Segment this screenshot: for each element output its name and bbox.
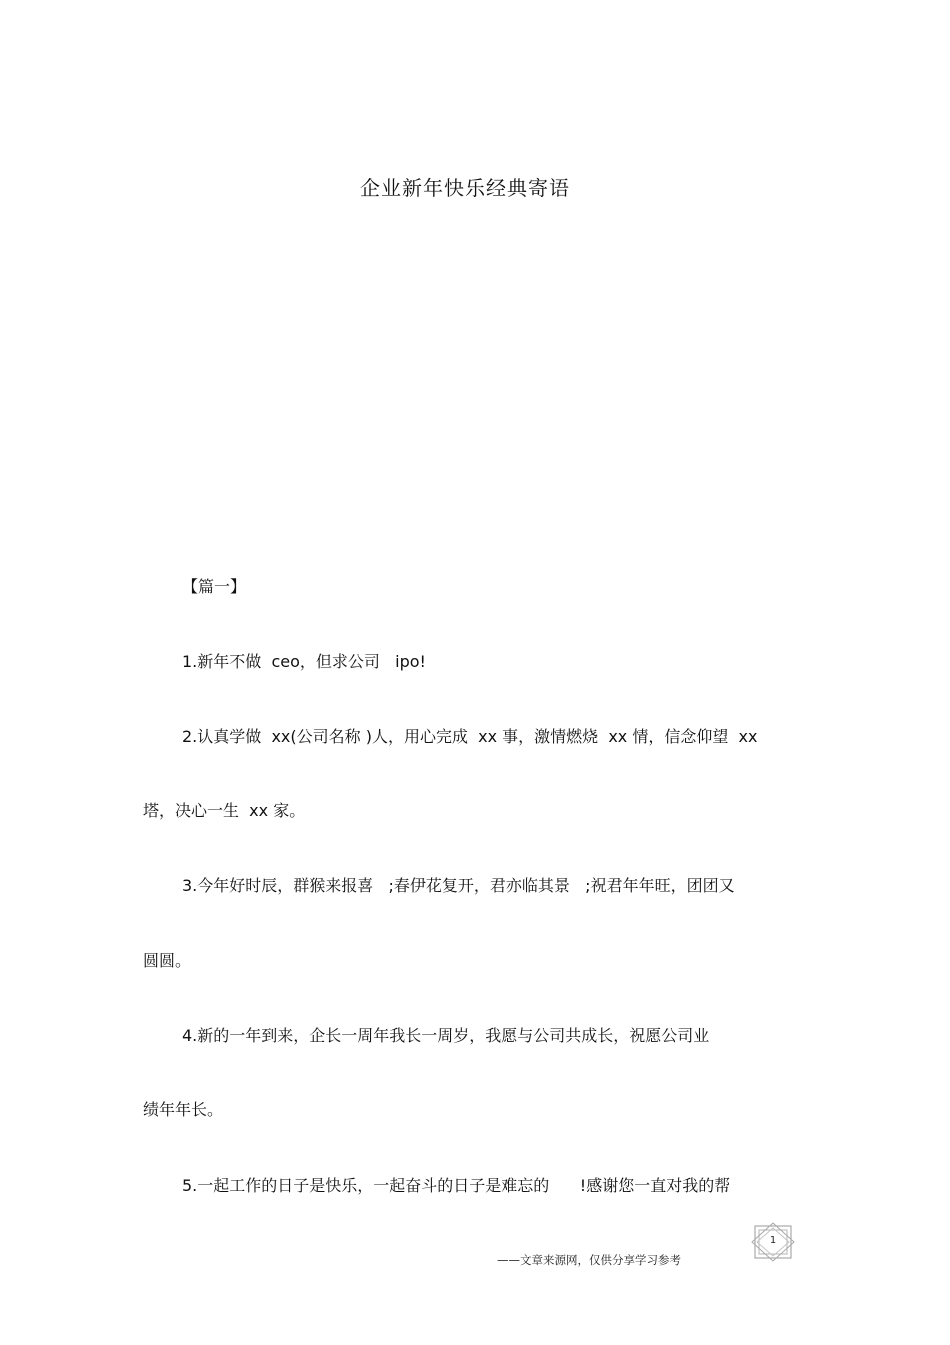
paragraph-line-2: 2.认真学做 xx(公司名称 )人，用心完成 xx 事，激情燃烧 xx 情，信念仰望 xx [182, 727, 758, 746]
footer-source-note: ——文章来源网，仅供分享学习参考 [497, 1253, 681, 1267]
paragraph-line-1: 1.新年不做 ceo，但求公司 ipo! [182, 652, 426, 671]
page-number: 1 [769, 1235, 777, 1246]
page-number-badge [749, 1222, 797, 1262]
paragraph-line-3-cont: 圆圆。 [143, 951, 192, 970]
paragraph-line-2-cont: 塔，决心一生 xx 家。 [143, 801, 306, 820]
paragraph-line-4: 4.新的一年到来，企长一周年我长一周岁，我愿与公司共成长，祝愿公司业 [182, 1026, 710, 1045]
section-heading: 【篇一】 [182, 577, 247, 596]
document-title: 企业新年快乐经典寄语 [360, 176, 570, 200]
paragraph-line-3: 3.今年好时辰，群猴来报喜 ;春伊花复开，君亦临其景 ;祝君年年旺，团团又 [182, 876, 735, 895]
paragraph-line-4-cont: 绩年年长。 [143, 1100, 224, 1119]
paragraph-line-5: 5.一起工作的日子是快乐，一起奋斗的日子是难忘的 !感谢您一直对我的帮 [182, 1176, 731, 1195]
